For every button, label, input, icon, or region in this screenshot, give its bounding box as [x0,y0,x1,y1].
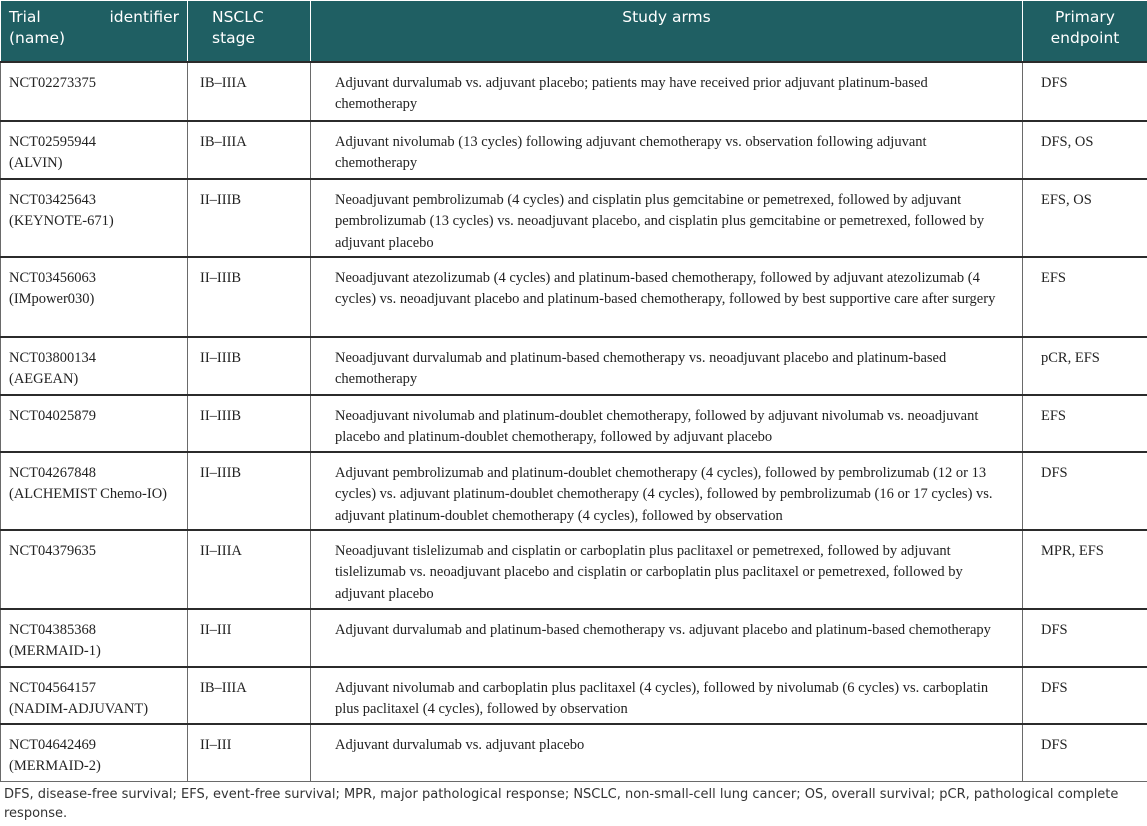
table-row [1,337,1147,395]
endpoint-cell: EFS [1023,257,1147,337]
arms-cell: Adjuvant pembrolizumab and platinum-doublet chemotherapy (4 cycles), followed by pembrolizumab (12 or 13 cycles) vs. adjuvant platinum-doublet chemotherapy (4 cycles), followed by pembrolizumab (16 or 17 cycles) vs. adjuvant platinum-doublet chemotherapy (4 cycles), followed by observation [311,452,1023,530]
header-name-word: (name) [9,29,66,47]
trial-id: NCT04564157 [9,679,96,696]
trial-cell [1,121,188,179]
arms-cell: Adjuvant nivolumab (13 cycles) following adjuvant chemotherapy vs. observation following adjuvant chemotherapy [311,121,1023,179]
stage-cell: II–III [188,724,311,782]
header-row [1,1,1147,62]
trial-cell [1,530,188,609]
endpoint-cell: DFS [1023,609,1147,667]
trial-cell [1,62,188,121]
table-row [1,179,1147,257]
stage-cell: II–IIIA [188,530,311,609]
trial-name: (AEGEAN) [9,371,79,387]
header-arms-label: Study arms [622,8,711,26]
trial-cell [1,257,188,337]
trial-id: NCT02273375 [9,74,96,91]
arms-cell: Neoadjuvant durvalumab and platinum-based chemotherapy vs. neoadjuvant placebo and platinum-based chemotherapy [311,337,1023,395]
table-row [1,395,1147,452]
trial-name: (ALVIN) [9,155,63,171]
trial-name: (MERMAID-1) [9,643,101,659]
trial-name: (MERMAID-2) [9,758,101,774]
stage-cell: II–III [188,609,311,667]
table-row [1,121,1147,179]
endpoint-cell: DFS, OS [1023,121,1147,179]
trial-cell [1,452,188,530]
endpoint-cell: EFS [1023,395,1147,452]
trial-cell [1,724,188,782]
trial-name: (KEYNOTE-671) [9,213,114,229]
endpoint-cell: MPR, EFS [1023,530,1147,609]
trial-id: NCT03800134 [9,349,96,366]
header-trial [1,1,188,62]
header-endpoint-line1: Primary [1055,8,1115,26]
endpoint-cell: EFS, OS [1023,179,1147,257]
endpoint-cell: DFS [1023,724,1147,782]
endpoint-cell: pCR, EFS [1023,337,1147,395]
arms-cell: Adjuvant durvalumab and platinum-based chemotherapy vs. adjuvant placebo and platinum-based chemotherapy [311,609,1023,667]
table-row [1,609,1147,667]
stage-cell: II–IIIB [188,179,311,257]
stage-cell: II–IIIB [188,452,311,530]
header-stage-line2: stage [212,29,256,47]
trial-id: NCT04385368 [9,621,96,638]
stage-cell: II–IIIB [188,337,311,395]
stage-cell: II–IIIB [188,395,311,452]
header-stage-line1: NSCLC [212,8,264,26]
header-stage [188,1,311,62]
trial-cell [1,667,188,724]
endpoint-cell: DFS [1023,62,1147,121]
header-trial-word: Trial [9,8,41,26]
table-footnote: DFS, disease-free survival; EFS, event-free survival; MPR, major pathological response; NSCLC, non-small-cell lung cancer; OS, overall survival; pCR, pathological complete response. [4,787,1119,821]
trial-id: NCT03456063 [9,269,96,286]
table-row [1,257,1147,337]
trial-id: NCT04025879 [9,407,96,424]
arms-cell: Neoadjuvant atezolizumab (4 cycles) and platinum-based chemotherapy, followed by adjuvant atezolizumab (4 cycles) vs. neoadjuvant placebo and platinum-based chemotherapy, followed by best supportive care after surgery [311,257,1023,337]
table-row [1,667,1147,724]
arms-cell: Adjuvant durvalumab vs. adjuvant placebo [311,724,1023,782]
stage-cell: IB–IIIA [188,121,311,179]
trial-id: NCT04642469 [9,736,96,753]
arms-cell: Neoadjuvant tislelizumab and cisplatin or carboplatin plus paclitaxel or pemetrexed, followed by adjuvant tislelizumab vs. neoadjuvant placebo and cisplatin or carboplatin plus paclitaxel or pemetrexed, followed by adjuvant placebo [311,530,1023,609]
trial-cell [1,609,188,667]
stage-cell: II–IIIB [188,257,311,337]
header-endpoint [1023,1,1147,62]
header-identifier-word: identifier [109,8,179,26]
table-row [1,452,1147,530]
trial-name: (ALCHEMIST Chemo-IO) [9,486,168,502]
trial-cell [1,179,188,257]
trial-id: NCT02595944 [9,133,96,150]
table-row [1,62,1147,121]
arms-cell: Adjuvant nivolumab and carboplatin plus paclitaxel (4 cycles), followed by nivolumab (6 cycles) vs. carboplatin plus paclitaxel (4 cycles), followed by observation [311,667,1023,724]
endpoint-cell: DFS [1023,667,1147,724]
trial-cell [1,395,188,452]
arms-cell: Neoadjuvant nivolumab and platinum-doublet chemotherapy, followed by adjuvant nivolumab vs. neoadjuvant placebo and platinum-doublet chemotherapy, followed by adjuvant placebo [311,395,1023,452]
arms-cell: Adjuvant durvalumab vs. adjuvant placebo; patients may have received prior adjuvant platinum-based chemotherapy [311,62,1023,121]
stage-cell: IB–IIIA [188,667,311,724]
arms-cell: Neoadjuvant pembrolizumab (4 cycles) and cisplatin plus gemcitabine or pemetrexed, followed by adjuvant pembrolizumab (13 cycles) vs. neoadjuvant placebo, and cisplatin plus gemcitabine or pemetrexed, followed by adjuvant placebo [311,179,1023,257]
trial-name: (IMpower030) [9,291,95,307]
trial-id: NCT03425643 [9,191,96,208]
table-row [1,724,1147,782]
trial-id: NCT04379635 [9,542,96,559]
endpoint-cell: DFS [1023,452,1147,530]
table-row [1,530,1147,609]
header-endpoint-line2: endpoint [1050,29,1120,47]
trial-id: NCT04267848 [9,464,96,481]
header-arms [311,1,1023,62]
trial-cell [1,337,188,395]
trial-name: (NADIM-ADJUVANT) [9,701,149,717]
stage-cell: IB–IIIA [188,62,311,121]
